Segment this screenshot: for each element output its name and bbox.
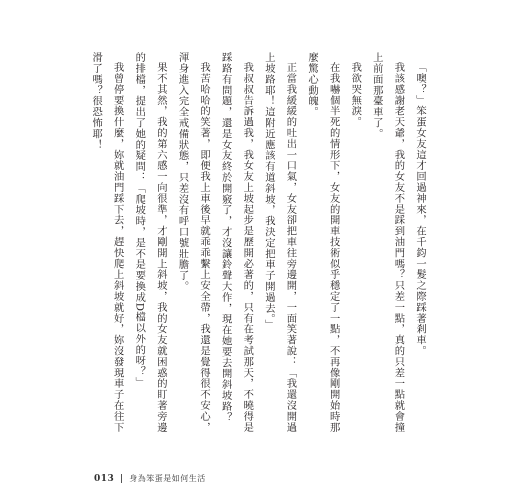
paragraph: 我叔叔告訴過我，我女友上坡起步是歷開必著的，只有在考試那天，不曉得是踩路有問題，還是女友終於開竅了，才沒讓鈴聲大作，現在她要去開斜坡路？ — [219, 52, 254, 433]
page-footer — [94, 473, 206, 484]
paragraph: 我曾停要換什麼，妳就油門踩下去，趕快爬上斜坡就好，妳沒發現車子在往下滑了嗎？很恐怖耶！ — [90, 52, 124, 433]
running-title: 身為笨蛋是如何生活 — [129, 474, 206, 483]
body-text — [90, 52, 430, 438]
footer-divider — [121, 474, 122, 483]
paragraph: 在我嚇個半死的情形下，女友的開車技術似乎穩定了一點，不再像剛開始時那麼驚心動魄。 — [306, 52, 340, 433]
paragraph: 我苦哈哈的笑著，即便我上車後早就乖乖繫上安全帶，我還是覺得很不安心，渾身進入完全戒備狀態，只差沒有呼口號壯膽了。 — [176, 52, 211, 433]
paragraph: 我欲哭無淚。 — [349, 62, 362, 128]
paragraph: 正當我緩緩的吐出一口氣，女友卻把車往旁邊開，一面笑著說：「我還沒開過上坡路耶！這附近應該有道斜坡，我決定把車子開過去。」 — [262, 52, 297, 433]
paragraph: 我該感謝老天爺，我的女友不是踩到油門嗎？只差一點，真的只差一點就會撞上前面那臺車了。 — [370, 52, 405, 433]
page-number: 013 — [94, 473, 115, 484]
paragraph: 果不其然，我的第六感一向很準，才剛開上斜坡，我的女友就困惑的盯著旁邊的排檔，提出了她的疑問：「爬坡時，是不是要換成D檔以外的呀？」 — [133, 52, 167, 433]
paragraph: 「噢？」笨蛋女友這才回過神來，在千鈞一髮之際踩著剎車。 — [414, 62, 426, 357]
